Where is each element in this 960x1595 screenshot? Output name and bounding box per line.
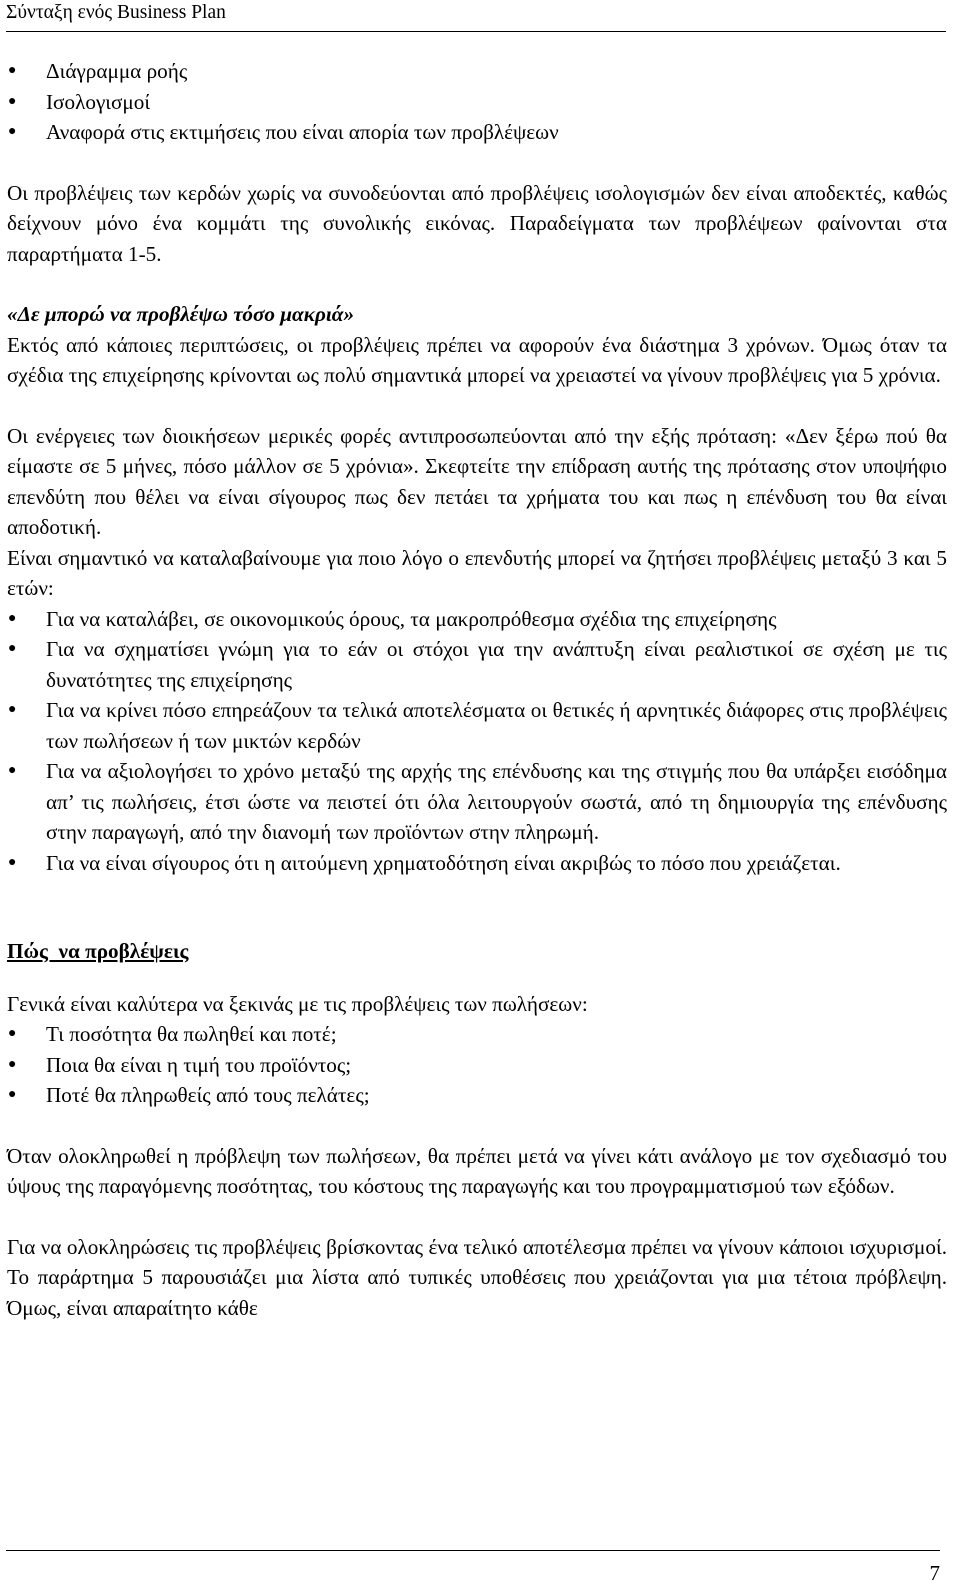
page-number: 7 bbox=[929, 1561, 940, 1585]
bullet-list-financial-statements bbox=[7, 56, 947, 148]
list-item: ● Διάγραμμα ροής bbox=[7, 56, 947, 87]
list-item: ● Για να αξιολογήσει το χρόνο μεταξύ της αρχής της επένδυσης και της στιγμής που θα υπάρξει εισόδημα απ’ τις πωλήσεις, έτσι ώστε να πειστεί ότι όλα λειτουργούν σωστά, από τη δημιουργία της επένδυσης στην παραγωγή, από την διανομή των προϊόντων στην πληρωμή. bbox=[7, 756, 947, 848]
document-body bbox=[7, 56, 947, 1323]
list-item: ● Τι ποσότητα θα πωληθεί και ποτέ; bbox=[7, 1019, 947, 1050]
page-header bbox=[6, 0, 946, 32]
list-item: ● Ισολογισμοί bbox=[7, 87, 947, 118]
paragraph-management-actions: Οι ενέργειες των διοικήσεων μερικές φορές αντιπροσωπεύονται από την εξής πρόταση: «Δεν ξέρω πού θα είμαστε σε 5 μήνες, πόσο μάλλον σε 5 χρόνια». Σκεφτείτε την επίδραση αυτής της πρότασης στον υποψήφιο επενδύτη που θέλει να είναι σίγουρος πως δεν πετάει τα χρήματα του και πως η επένδυση του θα είναι αποδοτική. bbox=[7, 423, 947, 539]
list-item: ● Ποια θα είναι η τιμή του προϊόντος; bbox=[7, 1050, 947, 1081]
paragraph-sales-forecasts: Γενικά είναι καλύτερα να ξεκινάς με τις προβλέψεις των πωλήσεων: bbox=[7, 991, 588, 1016]
bullet-list-investor-reasons bbox=[7, 604, 947, 879]
list-item: ● Αναφορά στις εκτιμήσεις που είναι απορία των προβλέψεων bbox=[7, 117, 947, 148]
document-title: Σύνταξη ενός Business Plan bbox=[6, 2, 226, 23]
paragraph-profit-forecasts: Οι προβλέψεις των κερδών χωρίς να συνοδεύονται από προβλέψεις ισολογισμών δεν είναι αποδεκτές, καθώς δείχνουν μόνο ένα κομμάτι της συνολικής εικόνας. Παραδείγματα των προβλέψεων φαίνονται στα παραρτήματα 1-5. bbox=[7, 180, 947, 266]
page-footer bbox=[6, 1550, 940, 1595]
list-item: ● Για να κρίνει πόσο επηρεάζουν τα τελικά αποτελέσματα οι θετικές ή αρνητικές διάφορες στις προβλέψεις των πωλήσεων ή των μικτών κερδών bbox=[7, 695, 947, 756]
list-item: ● Για να σχηματίσει γνώμη για το εάν οι στόχοι για την ανάπτυξη είναι ρεαλιστικοί σε σχέση με τις δυνατότητες της επιχείρησης bbox=[7, 634, 947, 695]
paragraph-assumptions: Για να ολοκληρώσεις τις προβλέψεις βρίσκοντας ένα τελικό αποτέλεσμα πρέπει να γίνουν κάποιοι ισχυρισμοί. Το παράρτημα 5 παρουσιάζει μια λίστα από τυπικές υποθέσεις που χρειάζονται για μια τέτοια πρόβλεψη. Όμως, είναι απαραίτητο κάθε bbox=[7, 1234, 947, 1320]
quote-heading: «Δε μπορώ να προβλέψω τόσο μακριά» bbox=[7, 302, 355, 326]
section-title: Πώς να προβλέψεις bbox=[7, 939, 189, 963]
list-item: ● Ποτέ θα πληρωθείς από τους πελάτες; bbox=[7, 1080, 947, 1111]
paragraph-production-planning: Όταν ολοκληρωθεί η πρόβλεψη των πωλήσεων, θα πρέπει μετά να γίνει κάτι ανάλογο με τον σχεδιασμό του ύψους της παραγόμενης ποσότητας, του κόστους της παραγωγής και του προγραμματισμού των εξόδων. bbox=[7, 1143, 947, 1198]
list-item: ● Για να είναι σίγουρος ότι η αιτούμενη χρηματοδότηση είναι ακριβώς το πόσο που χρειάζεται. bbox=[7, 848, 947, 879]
list-item: ● Για να καταλάβει, σε οικονομικούς όρους, τα μακροπρόθεσμα σχέδια της επιχείρησης bbox=[7, 604, 947, 635]
bullet-list-sales-questions bbox=[7, 1019, 947, 1111]
paragraph-investor-reasons: Είναι σημαντικό να καταλαβαίνουμε για ποιο λόγο ο επενδυτής μπορεί να ζητήσει προβλέψεις μεταξύ 3 και 5 ετών: bbox=[7, 545, 947, 600]
paragraph-forecast-period: Εκτός από κάποιες περιπτώσεις, οι προβλέψεις πρέπει να αφορούν ένα διάστημα 3 χρόνων. Όμως όταν τα σχέδια της επιχείρησης κρίνονται ως πολύ σημαντικά μπορεί να χρειαστεί να γίνουν προβλέψεις για 5 χρόνια. bbox=[7, 332, 947, 387]
